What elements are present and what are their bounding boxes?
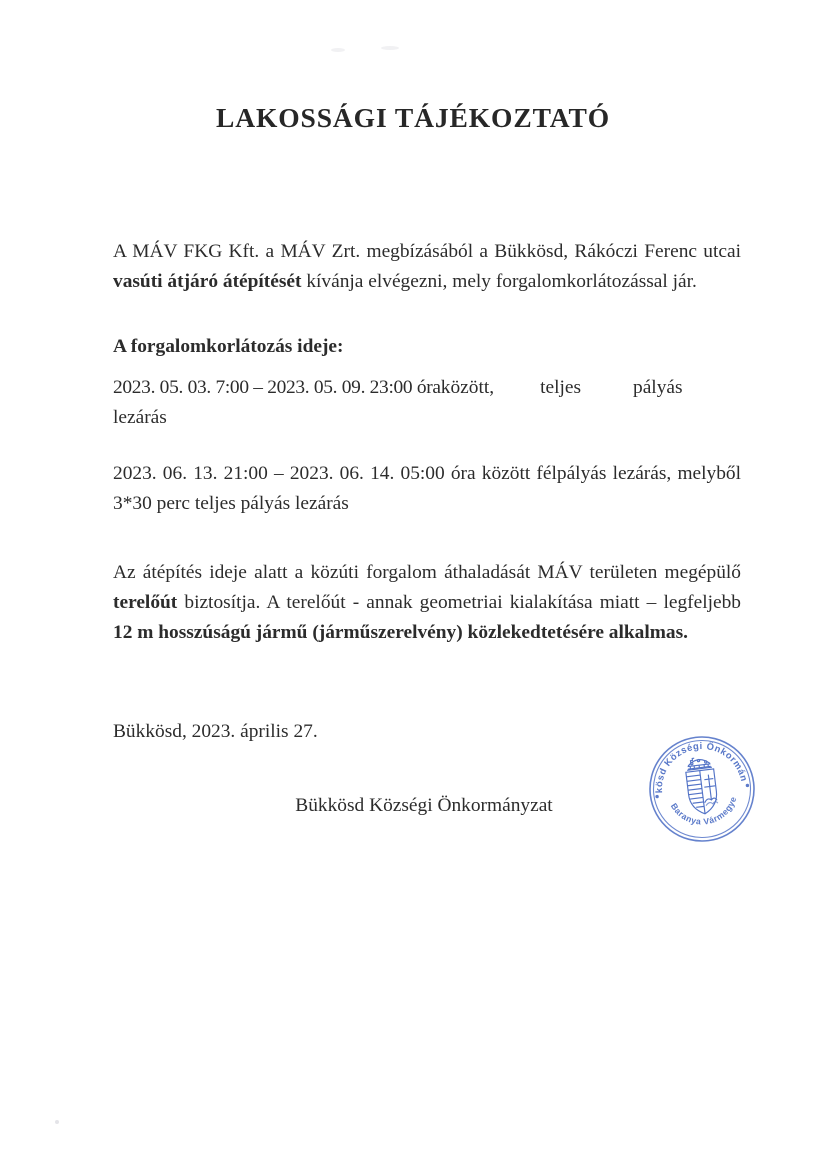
heading-restriction-period-label: A forgalomkorlátozás ideje: (113, 336, 344, 357)
detour-bold-vehicle-limit: 12 m hosszúságú jármű (járműszerelvény) közlekedtetésére alkalmas. (113, 622, 688, 643)
svg-text:Bükkösd Községi Önkormányzat: Bükkösd Községi Önkormányzat (637, 732, 751, 794)
period-1-word-teljes: teljes (540, 377, 581, 398)
place-and-date (113, 717, 741, 747)
svg-text:Baranya Vármegye: Baranya Vármegye (668, 795, 739, 827)
intro-text-part-1: A MÁV FKG Kft. a MÁV Zrt. megbízásából a Bükkösd, Rákóczi Ferenc utcai (113, 241, 741, 262)
scan-artifact (381, 46, 399, 50)
scan-artifact (331, 48, 345, 52)
intro-bold-crossing-rebuild: vasúti átjáró átépítését (113, 271, 302, 292)
detour-text-part-1: Az átépítés ideje alatt a közúti forgalom áthaladását MÁV területen megépülő (113, 562, 741, 583)
page-title: LAKOSSÁGI TÁJÉKOZTATÓ (215, 102, 611, 133)
paragraph-detour (113, 558, 741, 648)
place-date-text: Bükkösd, 2023. április 27. (113, 721, 318, 742)
detour-bold-terelout: terelőút (113, 592, 178, 613)
period-1-word-palyas: pályás (633, 377, 683, 398)
heading-restriction-period (113, 332, 741, 362)
signature-authority-name: Bükkösd Községi Önkormányzat (295, 795, 553, 816)
period-1-between-word: között, (440, 377, 495, 398)
paragraph-period-1 (113, 373, 741, 433)
period-2-text: 2023. 06. 13. 21:00 – 2023. 06. 14. 05:00 óra között félpályás lezárás, melyből 3*30 perc teljes pályás lezárás (113, 463, 741, 514)
intro-text-part-2: kívánja elvégezni, mely forgalomkorlátozással jár. (301, 271, 697, 292)
period-1-datetime-range: 2023. 05. 03. 7:00 – 2023. 05. 09. 23:00 óra (113, 377, 441, 398)
paragraph-period-2 (113, 459, 741, 519)
scan-artifact (55, 1120, 59, 1124)
period-1-word-lezaras: lezárás (113, 407, 167, 428)
detour-text-part-2: biztosítja. A terelőút - annak geometriai kialakítása miatt – legfeljebb (177, 592, 741, 613)
paragraph-intro (113, 237, 741, 297)
signature-line (113, 791, 741, 821)
